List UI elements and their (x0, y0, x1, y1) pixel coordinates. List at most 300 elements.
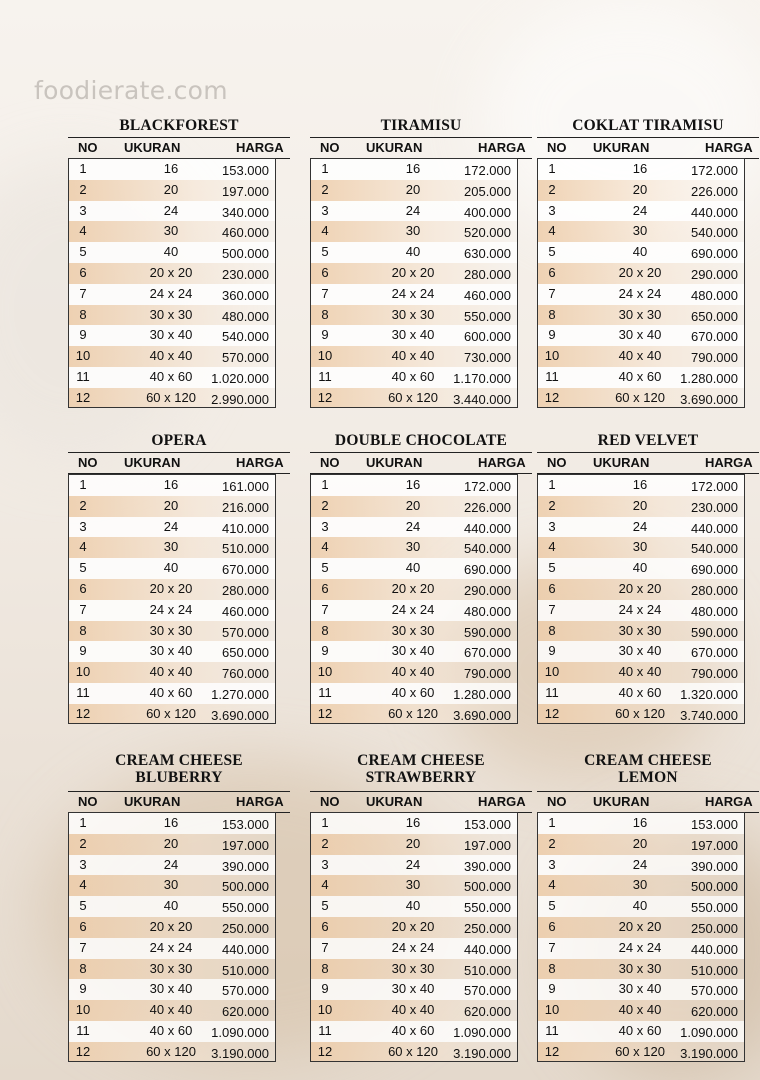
row-size: 30 x 30 (149, 622, 193, 638)
row-price: 1.170.000 (453, 370, 511, 386)
header-harga: HARGA (705, 794, 753, 809)
row-number: 8 (321, 622, 329, 638)
row-price: 250.000 (464, 920, 511, 936)
table-title (310, 117, 532, 134)
table-row (69, 346, 275, 367)
table-title-line: DOUBLE CHOCOLATE (334, 432, 508, 449)
row-size: 40 x 60 (618, 684, 662, 700)
header-no: NO (78, 455, 98, 470)
table-body (537, 812, 745, 1062)
row-price: 340.000 (222, 204, 269, 220)
row-size: 60 x 120 (615, 705, 665, 721)
row-size: 40 (405, 898, 421, 914)
row-number: 2 (548, 497, 556, 513)
row-size: 20 (405, 835, 421, 851)
row-size: 20 (405, 497, 421, 513)
row-size: 30 x 40 (618, 327, 662, 343)
header-ukuran: UKURAN (124, 455, 181, 470)
row-number: 10 (317, 664, 333, 680)
header-ukuran: UKURAN (593, 794, 650, 809)
row-size: 40 x 60 (391, 368, 435, 384)
table-row (69, 979, 275, 1000)
row-number: 12 (75, 705, 91, 721)
table-title-line: STRAWBERRY (365, 769, 477, 786)
header-harga: HARGA (478, 140, 526, 155)
row-number: 2 (548, 181, 556, 197)
row-number: 12 (544, 389, 560, 405)
row-price: 590.000 (691, 624, 738, 640)
table-row (311, 388, 517, 408)
row-number: 4 (79, 223, 87, 239)
table-body (537, 158, 745, 408)
row-number: 8 (548, 622, 556, 638)
row-number: 10 (75, 1002, 91, 1018)
row-price: 510.000 (222, 541, 269, 557)
row-number: 5 (321, 244, 329, 260)
table-row (311, 1000, 517, 1021)
row-size: 16 (163, 477, 179, 492)
row-size: 30 x 30 (618, 960, 662, 976)
table-row (538, 367, 744, 388)
row-price: 1.320.000 (680, 686, 738, 702)
row-size: 20 x 20 (149, 264, 193, 280)
row-size: 40 (163, 244, 179, 260)
row-number: 5 (548, 560, 556, 576)
row-size: 40 (163, 898, 179, 914)
row-number: 9 (321, 981, 329, 997)
row-size: 24 (163, 202, 179, 218)
row-size: 30 (632, 539, 648, 555)
row-price: 440.000 (222, 941, 269, 957)
table-title-line: LEMON (618, 769, 678, 786)
row-size: 40 (405, 244, 421, 260)
table-row (69, 704, 275, 724)
row-size: 30 (405, 877, 421, 893)
row-size: 40 (632, 560, 648, 576)
table-body (310, 474, 518, 724)
row-number: 2 (79, 835, 87, 851)
row-number: 3 (548, 856, 556, 872)
row-size: 30 (163, 539, 179, 555)
row-price: 205.000 (464, 183, 511, 199)
row-number: 12 (317, 705, 333, 721)
row-number: 11 (318, 684, 332, 700)
row-number: 11 (545, 368, 559, 384)
table-title (68, 117, 290, 134)
table-row (311, 325, 517, 346)
row-size: 60 x 120 (146, 1043, 196, 1059)
header-no: NO (320, 455, 340, 470)
table-row (69, 579, 275, 600)
table-row (538, 221, 744, 242)
row-price: 400.000 (464, 204, 511, 220)
table-row (69, 159, 275, 180)
row-price: 161.000 (222, 479, 269, 494)
row-price: 3.690.000 (680, 391, 738, 407)
table-title-line: BLACKFOREST (119, 117, 239, 134)
table-row (538, 600, 744, 621)
table-row (311, 641, 517, 662)
row-price: 153.000 (691, 817, 738, 832)
row-price: 410.000 (222, 520, 269, 536)
row-price: 1.020.000 (211, 370, 269, 386)
row-price: 440.000 (464, 941, 511, 957)
row-price: 153.000 (464, 817, 511, 832)
table-header (310, 452, 532, 474)
row-size: 24 x 24 (149, 285, 193, 301)
row-price: 280.000 (691, 582, 738, 598)
table-title-line: CREAM CHEESE (357, 752, 485, 769)
row-number: 3 (79, 856, 87, 872)
table-row (311, 813, 517, 834)
header-harga: HARGA (705, 455, 753, 470)
row-number: 9 (321, 327, 329, 343)
row-size: 24 (405, 856, 421, 872)
row-size: 16 (163, 815, 179, 830)
table-row (69, 855, 275, 876)
row-price: 570.000 (691, 983, 738, 999)
table-row (69, 388, 275, 408)
table-row (69, 263, 275, 284)
header-no: NO (78, 794, 98, 809)
table-row (311, 221, 517, 242)
row-size: 20 x 20 (618, 580, 662, 596)
row-number: 11 (318, 368, 332, 384)
table-row (538, 558, 744, 579)
row-number: 6 (321, 580, 329, 596)
table-title-line: OPERA (151, 432, 207, 449)
row-price: 440.000 (691, 941, 738, 957)
row-size: 60 x 120 (615, 389, 665, 405)
header-no: NO (320, 794, 340, 809)
row-size: 30 x 40 (391, 981, 435, 997)
row-number: 11 (76, 684, 90, 700)
row-size: 20 x 20 (391, 580, 435, 596)
row-number: 8 (79, 622, 87, 638)
table-row (538, 834, 744, 855)
row-price: 570.000 (464, 983, 511, 999)
table-row (311, 959, 517, 980)
row-size: 30 (632, 223, 648, 239)
table-row (311, 496, 517, 517)
row-number: 3 (321, 856, 329, 872)
row-price: 570.000 (222, 624, 269, 640)
table-row (69, 325, 275, 346)
row-price: 3.690.000 (453, 707, 511, 723)
row-price: 620.000 (464, 1004, 511, 1020)
row-size: 24 (405, 202, 421, 218)
row-price: 390.000 (464, 858, 511, 874)
table-row (311, 1021, 517, 1042)
row-number: 2 (321, 181, 329, 197)
row-price: 3.190.000 (680, 1045, 738, 1061)
row-size: 16 (405, 477, 421, 492)
header-ukuran: UKURAN (366, 794, 423, 809)
row-size: 40 x 60 (618, 368, 662, 384)
row-size: 20 x 20 (618, 918, 662, 934)
row-size: 20 (405, 181, 421, 197)
row-size: 16 (163, 161, 179, 176)
table-title-line: TIRAMISU (380, 117, 462, 134)
table-row (538, 284, 744, 305)
row-price: 216.000 (222, 499, 269, 515)
table-row (69, 1042, 275, 1062)
table-row (311, 558, 517, 579)
table-row (69, 662, 275, 683)
table-row (311, 242, 517, 263)
row-size: 40 (632, 898, 648, 914)
row-number: 1 (548, 477, 556, 492)
table-row (538, 159, 744, 180)
table-row (311, 600, 517, 621)
row-number: 2 (548, 835, 556, 851)
row-size: 20 x 20 (391, 918, 435, 934)
table-row (69, 641, 275, 662)
row-size: 20 (632, 497, 648, 513)
row-price: 460.000 (222, 225, 269, 241)
row-price: 460.000 (464, 287, 511, 303)
row-price: 230.000 (691, 499, 738, 515)
row-price: 550.000 (464, 900, 511, 916)
row-price: 250.000 (222, 920, 269, 936)
row-price: 1.280.000 (453, 686, 511, 702)
row-number: 12 (75, 1043, 91, 1059)
row-number: 7 (79, 939, 87, 955)
table-row (538, 242, 744, 263)
row-size: 30 x 30 (391, 306, 435, 322)
row-price: 510.000 (691, 962, 738, 978)
row-price: 540.000 (222, 329, 269, 345)
table-title-line: CREAM CHEESE (115, 752, 243, 769)
row-size: 30 x 40 (391, 643, 435, 659)
table-title (68, 432, 290, 449)
header-harga: HARGA (236, 140, 284, 155)
table-title (537, 752, 759, 786)
header-no: NO (547, 140, 567, 155)
row-number: 12 (544, 1043, 560, 1059)
table-row (69, 517, 275, 538)
header-ukuran: UKURAN (593, 140, 650, 155)
row-number: 1 (548, 161, 556, 176)
row-size: 60 x 120 (388, 1043, 438, 1059)
row-price: 480.000 (691, 287, 738, 303)
row-price: 172.000 (464, 479, 511, 494)
table-row (69, 600, 275, 621)
row-price: 172.000 (464, 163, 511, 178)
row-size: 16 (405, 815, 421, 830)
row-number: 8 (79, 960, 87, 976)
table-row (311, 517, 517, 538)
row-price: 153.000 (222, 163, 269, 178)
table-row (311, 979, 517, 1000)
row-price: 172.000 (691, 163, 738, 178)
row-size: 30 x 40 (149, 643, 193, 659)
row-price: 550.000 (222, 900, 269, 916)
row-size: 30 x 30 (618, 306, 662, 322)
row-size: 30 (405, 223, 421, 239)
row-number: 2 (321, 835, 329, 851)
row-number: 5 (79, 560, 87, 576)
row-price: 500.000 (222, 246, 269, 262)
row-number: 8 (321, 960, 329, 976)
row-size: 30 x 30 (618, 622, 662, 638)
row-number: 12 (317, 1043, 333, 1059)
table-row (311, 1042, 517, 1062)
row-size: 40 x 40 (618, 1002, 662, 1018)
row-price: 790.000 (691, 350, 738, 366)
table-row (538, 1042, 744, 1062)
row-price: 690.000 (464, 562, 511, 578)
row-size: 30 (163, 877, 179, 893)
row-size: 40 x 40 (391, 1002, 435, 1018)
row-size: 40 x 60 (149, 1022, 193, 1038)
row-size: 30 (632, 877, 648, 893)
header-harga: HARGA (236, 794, 284, 809)
row-number: 7 (79, 601, 87, 617)
header-harga: HARGA (478, 794, 526, 809)
row-size: 24 (405, 518, 421, 534)
table-row (538, 1021, 744, 1042)
row-size: 24 (163, 518, 179, 534)
row-size: 20 x 20 (618, 264, 662, 280)
row-size: 16 (632, 161, 648, 176)
row-size: 30 x 40 (149, 327, 193, 343)
row-price: 480.000 (691, 603, 738, 619)
row-size: 60 x 120 (388, 705, 438, 721)
row-number: 5 (79, 244, 87, 260)
row-size: 20 x 20 (149, 918, 193, 934)
row-number: 8 (548, 960, 556, 976)
row-size: 40 x 40 (618, 664, 662, 680)
row-number: 9 (548, 327, 556, 343)
row-size: 30 x 40 (618, 981, 662, 997)
row-size: 30 x 30 (149, 960, 193, 976)
row-number: 1 (79, 477, 87, 492)
table-row (538, 938, 744, 959)
table-row (538, 813, 744, 834)
row-size: 24 x 24 (618, 939, 662, 955)
table-row (311, 875, 517, 896)
row-size: 40 x 40 (149, 664, 193, 680)
row-number: 4 (321, 223, 329, 239)
row-size: 24 x 24 (391, 601, 435, 617)
row-number: 2 (321, 497, 329, 513)
row-number: 10 (75, 664, 91, 680)
header-ukuran: UKURAN (124, 794, 181, 809)
table-row (69, 367, 275, 388)
table-body (68, 474, 276, 724)
row-number: 5 (321, 560, 329, 576)
row-number: 11 (545, 1022, 559, 1038)
table-title (537, 117, 759, 134)
row-size: 20 (632, 181, 648, 197)
row-price: 650.000 (691, 308, 738, 324)
row-number: 4 (321, 539, 329, 555)
header-no: NO (320, 140, 340, 155)
table-row (538, 959, 744, 980)
row-price: 480.000 (464, 603, 511, 619)
row-number: 5 (321, 898, 329, 914)
row-price: 620.000 (222, 1004, 269, 1020)
row-price: 670.000 (222, 562, 269, 578)
row-price: 730.000 (464, 350, 511, 366)
row-size: 20 x 20 (149, 580, 193, 596)
table-row (69, 896, 275, 917)
row-number: 9 (548, 643, 556, 659)
row-price: 197.000 (691, 837, 738, 853)
row-size: 24 (163, 856, 179, 872)
row-number: 12 (317, 389, 333, 405)
row-number: 12 (544, 705, 560, 721)
row-size: 24 x 24 (391, 285, 435, 301)
table-row (69, 221, 275, 242)
header-no: NO (547, 794, 567, 809)
row-price: 226.000 (691, 183, 738, 199)
row-size: 40 x 60 (391, 684, 435, 700)
row-size: 60 x 120 (146, 705, 196, 721)
table-row (311, 475, 517, 496)
table-row (311, 305, 517, 326)
row-price: 197.000 (222, 837, 269, 853)
table-title (537, 432, 759, 449)
table-row (69, 938, 275, 959)
row-price: 1.270.000 (211, 686, 269, 702)
table-row (538, 979, 744, 1000)
table-body (310, 812, 518, 1062)
row-size: 16 (405, 161, 421, 176)
row-price: 3.440.000 (453, 391, 511, 407)
row-size: 40 x 40 (149, 1002, 193, 1018)
row-number: 9 (321, 643, 329, 659)
table-body (68, 158, 276, 408)
row-price: 1.280.000 (680, 370, 738, 386)
row-price: 520.000 (464, 225, 511, 241)
row-size: 20 (632, 835, 648, 851)
table-body (310, 158, 518, 408)
header-harga: HARGA (236, 455, 284, 470)
row-price: 153.000 (222, 817, 269, 832)
row-price: 440.000 (691, 204, 738, 220)
table-row (538, 1000, 744, 1021)
row-number: 11 (545, 684, 559, 700)
row-price: 690.000 (691, 246, 738, 262)
table-row (69, 496, 275, 517)
row-size: 40 (163, 560, 179, 576)
row-size: 40 x 60 (149, 368, 193, 384)
table-title (310, 432, 532, 449)
row-number: 10 (544, 664, 560, 680)
table-row (538, 263, 744, 284)
row-size: 40 x 60 (618, 1022, 662, 1038)
row-number: 4 (321, 877, 329, 893)
row-number: 6 (548, 264, 556, 280)
row-price: 510.000 (222, 962, 269, 978)
row-number: 7 (548, 285, 556, 301)
row-number: 11 (76, 1022, 90, 1038)
table-row (538, 388, 744, 408)
row-number: 3 (548, 202, 556, 218)
row-size: 20 (163, 181, 179, 197)
row-number: 10 (75, 348, 91, 364)
table-row (311, 834, 517, 855)
row-price: 172.000 (691, 479, 738, 494)
table-header (310, 791, 532, 813)
row-size: 30 x 30 (391, 622, 435, 638)
table-row (311, 367, 517, 388)
row-price: 1.090.000 (453, 1024, 511, 1040)
table-row (538, 917, 744, 938)
header-harga: HARGA (705, 140, 753, 155)
